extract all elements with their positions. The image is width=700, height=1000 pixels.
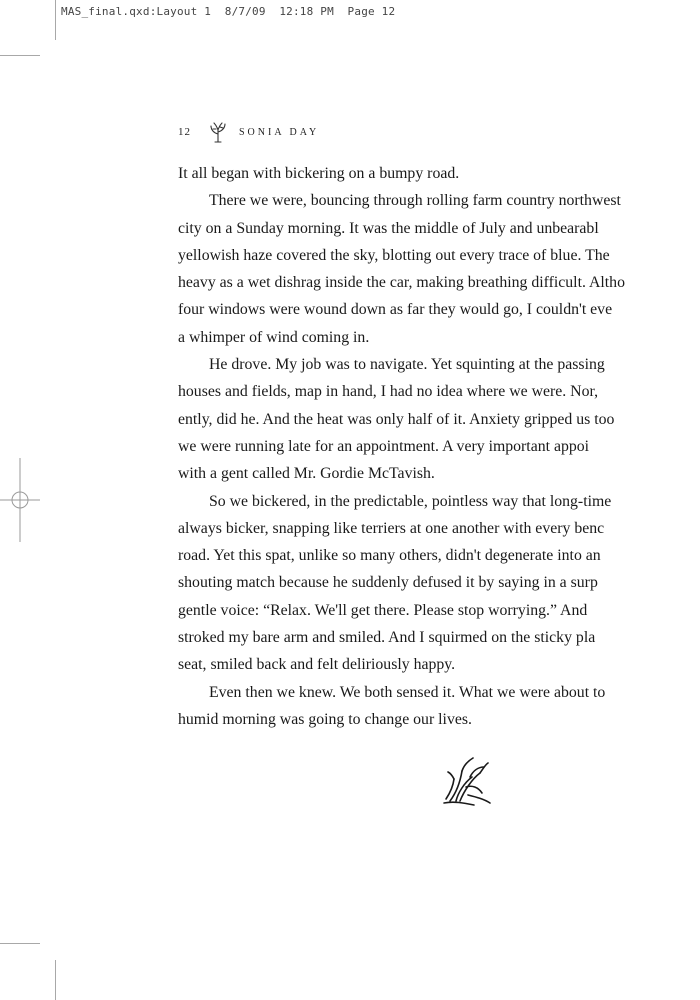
running-head xyxy=(178,120,319,144)
text-line: shouting match because he suddenly defused it by saying in a surp xyxy=(178,574,598,592)
crop-mark-bottom-horizontal xyxy=(0,943,40,944)
text-line: road. Yet this spat, unlike so many others, didn't degenerate into an xyxy=(178,547,601,565)
text-line: So we bickered, in the predictable, pointless way that long-time xyxy=(209,492,612,510)
body-text xyxy=(178,160,700,733)
text-line: city on a Sunday morning. It was the middle of July and unbearabl xyxy=(178,219,599,237)
text-line: humid morning was going to change our lives. xyxy=(178,710,472,728)
print-slug-line: MAS_final.qxd:Layout 1 8/7/09 12:18 PM Page 12 xyxy=(61,5,396,18)
text-line: seat, smiled back and felt deliriously happy. xyxy=(178,656,456,674)
crop-mark-top-vertical xyxy=(55,0,56,40)
text-line: yellowish haze covered the sky, blotting out every trace of blue. The xyxy=(178,246,610,264)
text-line: stroked my bare arm and smiled. And I squirmed on the sticky pla xyxy=(178,629,596,647)
text-line: gentle voice: “Relax. We'll get there. Please stop worrying.” And xyxy=(178,601,588,619)
text-line: He drove. My job was to navigate. Yet squinting at the passing xyxy=(209,356,605,374)
text-line: four windows were wound down as far they would go, I couldn't eve xyxy=(178,301,613,319)
crop-mark-bottom-vertical xyxy=(55,960,56,1000)
text-line: heavy as a wet dishrag inside the car, making breathing difficult. Altho xyxy=(178,274,625,292)
text-line: houses and fields, map in hand, I had no idea where we were. Nor, xyxy=(178,383,599,401)
text-line: It all began with bickering on a bumpy road. xyxy=(178,165,460,182)
text-line: There we were, bouncing through rolling farm country northwest xyxy=(209,192,621,210)
text-line: Even then we knew. We both sensed it. What we were about to xyxy=(209,683,606,701)
text-line: we were running late for an appointment. A very important appoi xyxy=(178,437,590,455)
crosshair-registration-icon xyxy=(0,458,40,542)
text-line: ently, did he. And the heat was only half of it. Anxiety gripped us too xyxy=(178,410,615,428)
grass-tuft-icon xyxy=(440,753,498,809)
page-number: 12 xyxy=(178,126,191,138)
text-line: with a gent called Mr. Gordie McTavish. xyxy=(178,465,435,483)
text-line: always bicker, snapping like terriers at one another with every benc xyxy=(178,519,605,537)
crop-mark-top-horizontal xyxy=(0,55,40,56)
text-line: a whimper of wind coming in. xyxy=(178,328,370,346)
author-name: SONIA DAY xyxy=(239,126,320,138)
plant-sprig-icon xyxy=(207,121,229,143)
